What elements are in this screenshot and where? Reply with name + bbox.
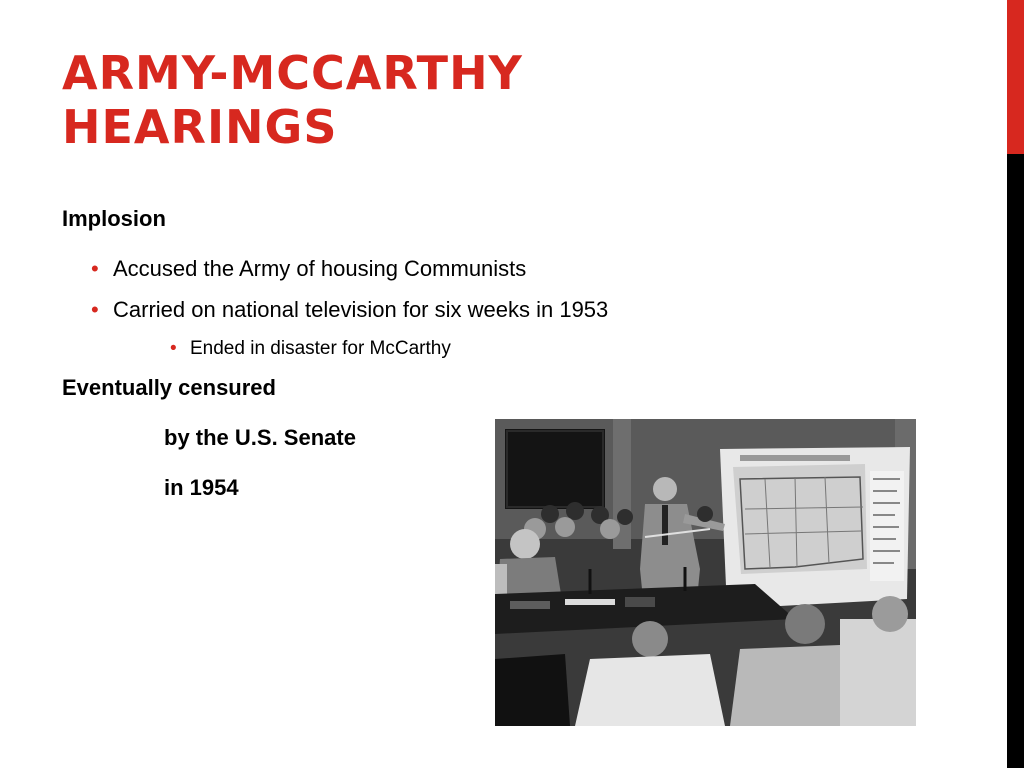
- bullet-icon: •: [91, 297, 99, 322]
- censure-line-2: by the U.S. Senate: [164, 425, 356, 450]
- side-bar: [1007, 0, 1024, 768]
- bullet-item-2: [91, 297, 608, 323]
- side-bar-accent: [1007, 0, 1024, 154]
- bullet-text-1: Accused the Army of housing Communists: [113, 256, 527, 281]
- slide-title-line-2: HEARINGS: [62, 100, 338, 154]
- censure-line-3: in 1954: [164, 475, 239, 500]
- censure-line-1: Eventually censured: [62, 375, 276, 400]
- sub-bullet-text-1: Ended in disaster for McCarthy: [190, 338, 451, 359]
- sub-bullet-icon: •: [170, 338, 177, 359]
- bullet-item-1: [91, 256, 526, 282]
- bullet-icon: •: [91, 256, 99, 281]
- heading-implosion: Implosion: [62, 206, 166, 231]
- bullet-text-2: Carried on national television for six weeks in 1953: [113, 297, 609, 322]
- hearing-photo: [495, 419, 916, 726]
- hearing-photo-illustration: [495, 419, 916, 726]
- sub-bullet-item-1: [170, 338, 451, 360]
- slide-title-line-1: ARMY-MCCARTHY: [62, 46, 523, 100]
- slide-title: [62, 46, 782, 154]
